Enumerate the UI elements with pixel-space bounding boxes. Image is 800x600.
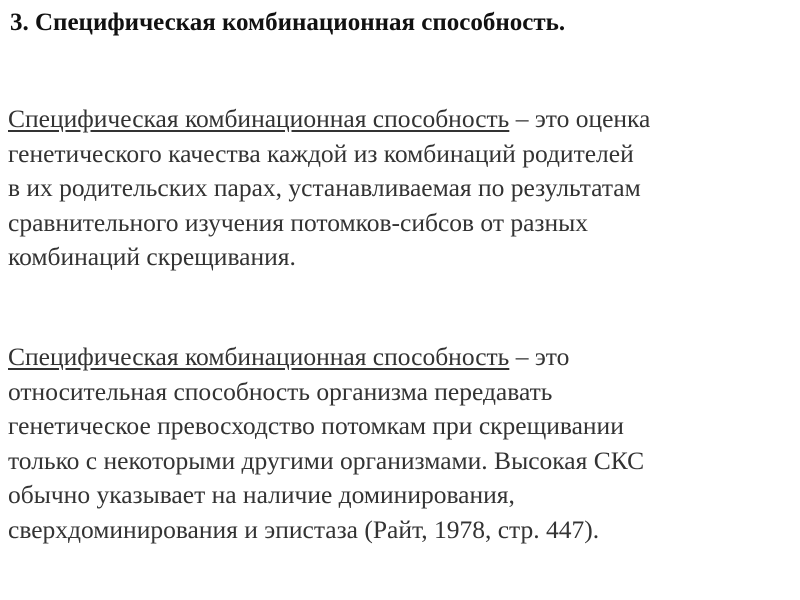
definition-1-dash: – это оценка (509, 104, 651, 133)
definition-paragraph-1 (8, 102, 798, 275)
definition-1-line: сравнительного изучения потомков-сибсов от разных (8, 207, 589, 237)
definition-paragraph-2 (8, 340, 798, 547)
slide-title: 3. Специфическая комбинационная способность. (10, 9, 566, 36)
definition-2-line: генетическое превосходство потомкам при скрещивании (8, 411, 624, 440)
definition-1-first-line (8, 102, 798, 137)
definition-2-first-line (8, 340, 798, 375)
definition-2-line: только с некоторыми другими организмами. Высокая СКС (8, 445, 645, 475)
definition-2-line: сверхдоминирования и эпистаза (Райт, 1978, стр. 447). (8, 514, 600, 544)
definition-1-line: комбинаций скрещивания. (8, 242, 296, 271)
definition-1-line: генетического качества каждой из комбинаций родителей (8, 138, 634, 168)
definition-2-dash: – это (509, 342, 570, 371)
definition-2-term: Специфическая комбинационная способность (8, 342, 510, 371)
definition-2-line: относительная способность организма передавать (8, 376, 553, 406)
definition-1-term: Специфическая комбинационная способность (8, 104, 510, 133)
definition-1-line: в их родительских парах, устанавливаемая по результатам (8, 173, 641, 202)
definition-2-line: обычно указывает на наличие доминирования, (8, 480, 515, 509)
